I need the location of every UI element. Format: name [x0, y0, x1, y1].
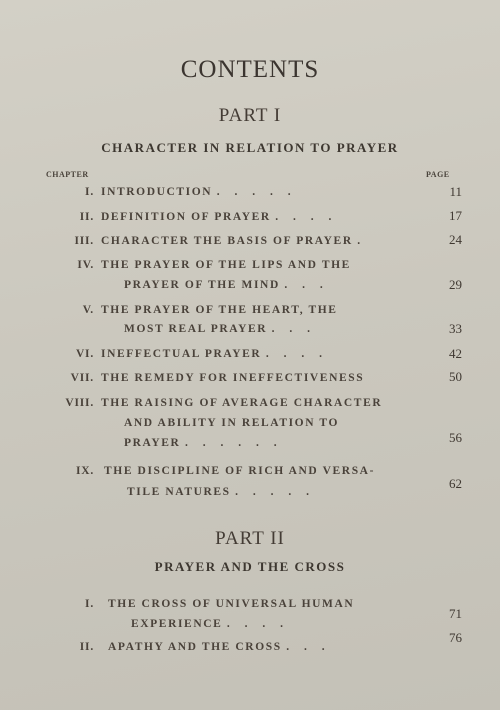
part-1-heading: PART I — [218, 105, 282, 126]
chapter-title-line: THE PRAYER OF THE LIPS AND THE — [101, 259, 351, 271]
chapter-title-line: MOST REAL PRAYER . . . — [124, 323, 317, 335]
chapter-page-number: 62 — [449, 476, 462, 491]
page-column-label: PAGE — [426, 170, 450, 179]
contents-title: CONTENTS — [180, 56, 320, 83]
chapter-page-number: 50 — [449, 369, 462, 384]
chapter-title-line: THE REMEDY FOR INEFFECTIVENESS — [101, 372, 365, 384]
chapter-title-line: PRAYER OF THE MIND . . . — [124, 279, 329, 291]
chapter-title-line: INTRODUCTION . . . . . — [101, 186, 297, 198]
chapter-title-line: INEFFECTUAL PRAYER . . . . — [101, 348, 328, 360]
part-2-section-title: PRAYER AND THE CROSS — [154, 559, 346, 574]
chapter-page-number: 29 — [449, 277, 462, 292]
chapter-page-number: 11 — [449, 184, 462, 199]
chapter-numeral: IX. — [75, 465, 94, 477]
chapter-page-number: 42 — [449, 346, 462, 361]
chapter-title-line: THE RAISING OF AVERAGE CHARACTER — [101, 397, 383, 409]
chapter-numeral: II. — [79, 641, 94, 653]
chapter-title-line: PRAYER . . . . . . — [124, 437, 283, 449]
chapter-title-line: DEFINITION OF PRAYER . . . . — [101, 211, 338, 223]
chapter-page-number: 56 — [449, 430, 462, 445]
part-2-heading: PART II — [215, 528, 285, 549]
chapter-title-line: AND ABILITY IN RELATION TO — [124, 417, 339, 429]
chapter-numeral: I. — [85, 598, 94, 610]
chapter-numeral: II. — [79, 211, 94, 223]
chapter-title-line: CHARACTER THE BASIS OF PRAYER . — [101, 235, 367, 247]
chapter-page-number: 24 — [449, 232, 462, 247]
chapter-numeral: VII. — [70, 372, 94, 384]
chapter-numeral: III. — [74, 235, 94, 247]
chapter-numeral: VI. — [75, 348, 94, 360]
chapter-page-number: 76 — [449, 630, 462, 645]
chapter-numeral: I. — [85, 186, 94, 198]
chapter-title-line: THE DISCIPLINE OF RICH AND VERSA- — [104, 465, 376, 477]
chapter-page-number: 33 — [449, 321, 462, 336]
chapter-title-line: TILE NATURES . . . . . — [127, 486, 316, 498]
chapter-numeral: IV. — [77, 259, 94, 271]
chapter-numeral: V. — [82, 304, 94, 316]
chapter-numeral: VIII. — [65, 397, 94, 409]
chapter-title-line: THE PRAYER OF THE HEART, THE — [101, 304, 338, 316]
chapter-title-line: THE CROSS OF UNIVERSAL HUMAN — [108, 598, 355, 610]
chapter-page-number: 17 — [449, 208, 462, 223]
part-1-section-title: CHARACTER IN RELATION TO PRAYER — [101, 140, 399, 155]
chapter-column-label: CHAPTER — [46, 170, 89, 179]
chapter-title-line: APATHY AND THE CROSS . . . — [108, 641, 331, 653]
chapter-title-line: EXPERIENCE . . . . — [131, 618, 290, 630]
chapter-page-number: 71 — [449, 606, 462, 621]
